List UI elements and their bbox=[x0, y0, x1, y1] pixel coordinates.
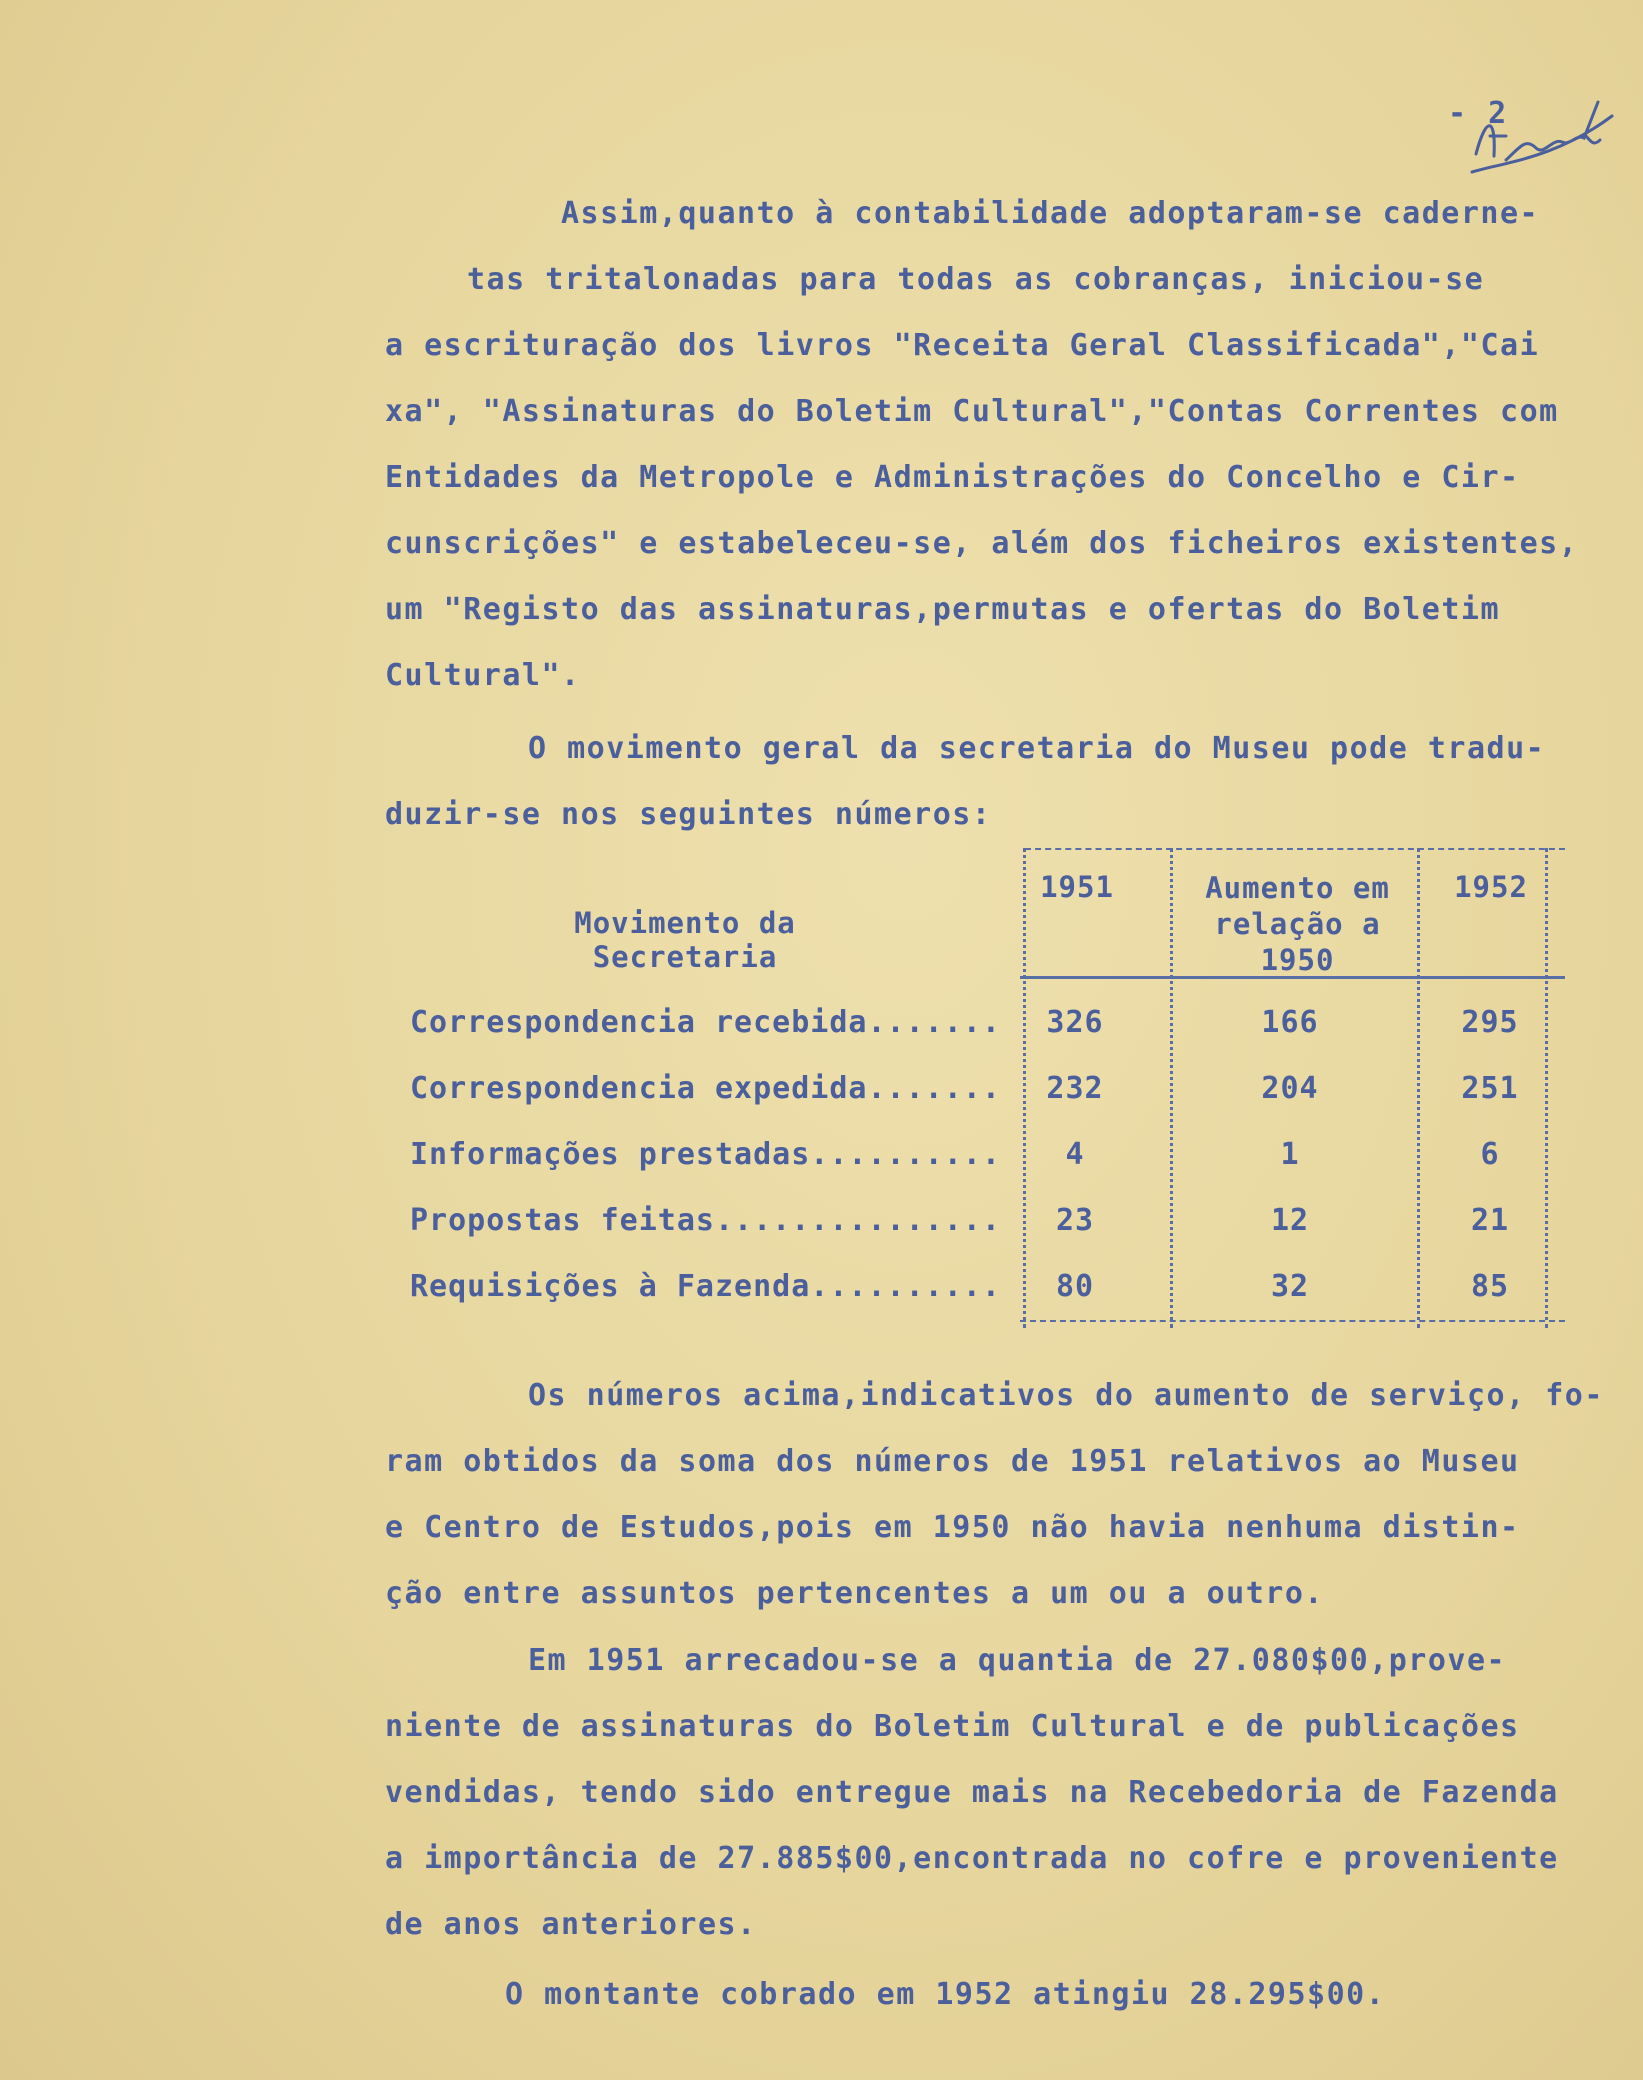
value-1951: 4 bbox=[1065, 1137, 1085, 1172]
paragraph-collections-1951 bbox=[385, 1643, 1559, 1973]
value-1952: 21 bbox=[1470, 1203, 1510, 1238]
value-increase: 204 bbox=[1261, 1071, 1319, 1106]
header-line: Aumento em bbox=[1205, 871, 1390, 905]
table-row bbox=[405, 1071, 1565, 1121]
value-1951: 80 bbox=[1055, 1269, 1095, 1304]
table-top-rule bbox=[1025, 848, 1565, 850]
text-line: a escrituração dos livros "Receita Geral Classificada","Cai bbox=[385, 328, 1540, 363]
value-1952: 6 bbox=[1480, 1137, 1500, 1172]
table-header-rule bbox=[1020, 976, 1565, 979]
text-line: Assim,quanto à contabilidade adoptaram-se caderne- bbox=[561, 196, 1540, 231]
text-line: duzir-se nos seguintes números: bbox=[385, 797, 992, 832]
paragraph-collections-1952 bbox=[505, 1977, 1385, 2043]
text-line: Os números acima,indicativos do aumento de serviço, fo- bbox=[528, 1378, 1604, 1413]
text-line: Em 1951 arrecadou-se a quantia de 27.080$00,prove- bbox=[528, 1643, 1507, 1678]
paragraph-numbers-note bbox=[385, 1378, 1604, 1642]
table-header-1952: 1952 bbox=[1454, 870, 1528, 904]
text-line: O movimento geral da secretaria do Museu pode tradu- bbox=[528, 731, 1546, 766]
table-header-increase bbox=[1175, 870, 1420, 978]
row-label: Informações prestadas.......... bbox=[410, 1137, 1001, 1172]
table-row bbox=[405, 1269, 1565, 1319]
text-line: Cultural". bbox=[385, 658, 581, 693]
value-1951: 23 bbox=[1055, 1203, 1095, 1238]
table-header-1951: 1951 bbox=[1040, 870, 1114, 904]
page-number: - 2 bbox=[1448, 96, 1509, 131]
table-row bbox=[405, 1137, 1565, 1187]
value-1952: 251 bbox=[1461, 1071, 1519, 1106]
text-line: ção entre assuntos pertencentes a um ou a outro. bbox=[385, 1576, 1324, 1611]
handwritten-initials bbox=[1466, 76, 1616, 186]
text-line: cunscrições" e estabeleceu-se, além dos ficheiros existentes, bbox=[385, 526, 1579, 561]
text-line: ram obtidos da soma dos números de 1951 relativos ao Museu bbox=[385, 1444, 1520, 1479]
value-increase: 32 bbox=[1270, 1269, 1310, 1304]
paragraph-accounting bbox=[385, 196, 1578, 724]
row-label: Correspondencia recebida....... bbox=[410, 1005, 1001, 1040]
value-increase: 166 bbox=[1261, 1005, 1319, 1040]
header-line: 1950 bbox=[1260, 943, 1335, 977]
row-label: Correspondencia expedida....... bbox=[410, 1071, 1001, 1106]
text-line: tas tritalonadas para todas as cobranças, iniciou-se bbox=[467, 262, 1485, 297]
row-label: Propostas feitas............... bbox=[410, 1203, 1001, 1238]
value-increase: 1 bbox=[1280, 1137, 1300, 1172]
value-1951: 326 bbox=[1046, 1005, 1104, 1040]
secretariat-movement-table bbox=[405, 840, 1565, 1340]
text-line: Entidades da Metropole e Administrações do Concelho e Cir- bbox=[385, 460, 1520, 495]
text-line: de anos anteriores. bbox=[385, 1907, 757, 1942]
table-bottom-rule bbox=[1020, 1320, 1565, 1322]
text-line: e Centro de Estudos,pois em 1950 não havia nenhuma distin- bbox=[385, 1510, 1520, 1545]
value-1951: 232 bbox=[1046, 1071, 1104, 1106]
text-line: xa", "Assinaturas do Boletim Cultural","Contas Correntes com bbox=[385, 394, 1559, 429]
text-line: vendidas, tendo sido entregue mais na Recebedoria de Fazenda bbox=[385, 1775, 1559, 1810]
text-line: um "Registo das assinaturas,permutas e ofertas do Boletim bbox=[385, 592, 1501, 627]
table-header-label: Movimento da Secretaria bbox=[574, 906, 796, 974]
header-line: relação a bbox=[1214, 907, 1381, 941]
text-line: O montante cobrado em 1952 atingiu 28.295$00. bbox=[505, 1977, 1386, 2012]
row-label: Requisições à Fazenda.......... bbox=[410, 1269, 1001, 1304]
table-row bbox=[405, 1203, 1565, 1253]
value-1952: 295 bbox=[1461, 1005, 1519, 1040]
text-line: niente de assinaturas do Boletim Cultural e de publicações bbox=[385, 1709, 1520, 1744]
value-increase: 12 bbox=[1270, 1203, 1310, 1238]
table-row bbox=[405, 1005, 1565, 1055]
text-line: a importância de 27.885$00,encontrada no cofre e proveniente bbox=[385, 1841, 1559, 1876]
value-1952: 85 bbox=[1470, 1269, 1510, 1304]
